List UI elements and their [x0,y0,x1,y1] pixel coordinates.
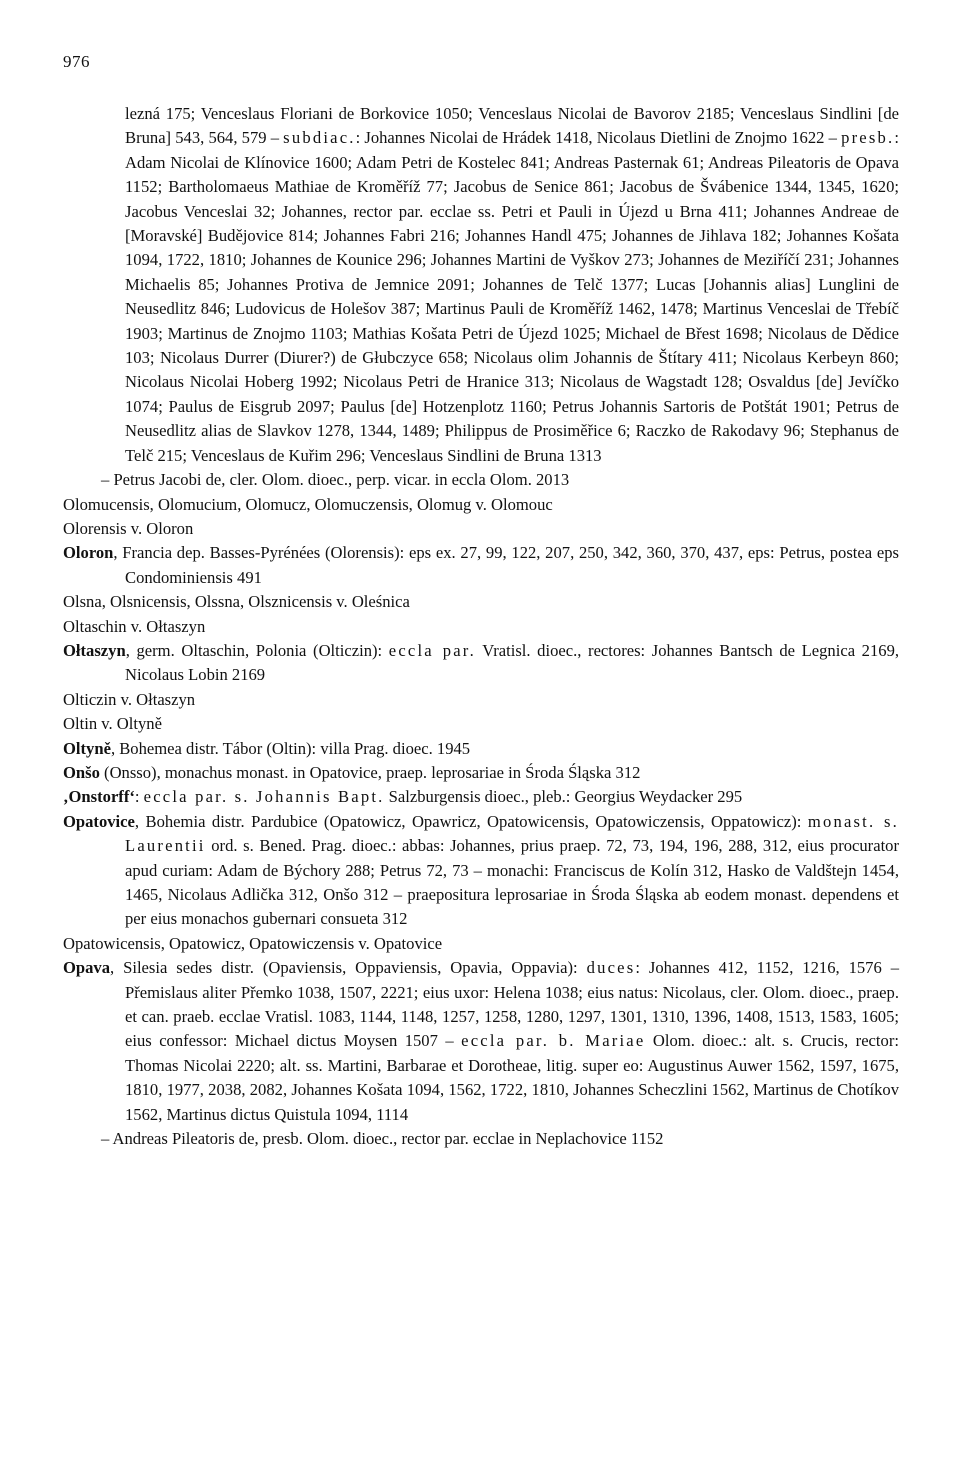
entry-text: (Onsso), monachus monast. in Opatovice, praep. leprosariae in Środa Śląska 312 [99,762,641,782]
entry-headword: ‚Onstorff‘ [63,787,135,807]
entry-text: : Johannes Nicolai de Hrádek 1418, Nicolaus Dietlini de Znojmo 1622 – [355,128,842,148]
spaced-term: eccla par. b. Mariae [461,1031,646,1051]
entry-text: Oltaschin v. Ołtaszyn [63,616,206,636]
entry-text: , Bohemia distr. Pardubice (Opatowicz, Opawricz, Opatowicensis, Opatowiczensis, Oppatowicz): [134,811,808,831]
index-entry [63,541,899,590]
page-number: 976 [63,52,90,71]
index-subentry [63,468,899,492]
entry-headword: Opatovice [63,811,135,831]
entry-text: , Bohemea distr. Tábor (Oltin): villa Prag. dioec. 1945 [110,738,471,758]
entry-text: , germ. Oltaschin, Polonia (Olticzin): [125,640,389,660]
spaced-term: subdiac. [283,128,356,148]
index-entry [63,688,899,712]
index-entry [63,932,899,956]
entry-text: , Francia dep. Basses-Pyrénées (Olorensis): eps ex. 27, 99, 122, 207, 250, 342, 360, 370, 437, eps: Petrus, postea eps Condominiensis 491 [113,543,899,587]
entry-text: Olorensis v. Oloron [63,518,194,538]
index-entry [63,639,899,688]
index-entry [63,493,899,517]
entry-text: Vratisl. dioec., rectores: Johannes Bantsch de Legnica 2169, Nicolaus Lobin 2169 [125,640,900,685]
entry-text: – Andreas Pileatoris de, presb. Olom. dioec., rector par. ecclae in Neplachovice 1152 [101,1129,664,1149]
index-entry [63,810,899,932]
index-subentry [63,1127,899,1151]
index-entry [63,712,899,736]
entry-text: Olomucensis, Olomucium, Olomucz, Olomuczensis, Olomug v. Olomouc [63,494,553,514]
index-entry [63,615,899,639]
entry-headword: Opava [63,958,111,978]
spaced-term: eccla par. s. Johannis Bapt. [143,787,385,807]
entry-text: Olticzin v. Ołtaszyn [63,689,196,709]
entry-text: lezná 175; Venceslaus Floriani de Borkovice 1050; Venceslaus Nicolai de Bavorov 2185; Venceslaus Sindlini [de Bruna] 543, 564, 579 – [125,104,899,148]
entry-text: Olsna, Olsnicensis, Olssna, Olsznicensis v. Oleśnica [63,592,410,612]
entry-headword: Oloron [63,543,114,563]
spaced-term: presb. [841,128,895,148]
index-entry [63,517,899,541]
index-entry [63,590,899,614]
index-entry [63,737,899,761]
entry-text: : [134,787,144,807]
entry-text: Oltin v. Oltyně [63,714,162,734]
index-entry-continuation [63,102,899,468]
entry-text: Olom. dioec.: alt. s. Crucis, rector: Thomas Nicolai 2220; alt. ss. Martini, Barbarae et Dorotheae, litig. super eo: Augustinus Auwer 1562, 1597, 1675, 1810, 1977, 2038, 2082, Johannes Košata 1094, 1562, 1722, 1810, Johannes Scheczlini 1562, Martinus de Chotíkov 1562, Martinus dictus Quistula 1094, 1114 [125,1031,899,1124]
spaced-term: duces [586,958,636,978]
entry-text: ord. s. Bened. Prag. dioec.: abbas: Johannes, prius praep. 72, 73, 194, 196, 288, 312, eius procurator apud curiam: Adam de Býchory 288; Petrus 72, 73 – monachi: Franciscus de Kolín 312, Hasko de Valdštejn 1454, 1465, Nicolaus Adlička 312, Onšo 312 – praepositura leprosariae in Środa Śląska ab eodem monast. dependens et per eius monachos gubernari consueta 312 [125,836,899,929]
index-entry [63,956,899,1127]
entry-text: : Johannes 412, 1152, 1216, 1576 – Přemislaus aliter Přemko 1038, 1507, 2221; eius uxor: Helena 1038; eius natus: Nicolaus, cler. Olom. dioec., praep. et can. praeb. ecclae Vratisl. 1083, 1144, 1148, 1257, 1258, 1280, 1297, 1301, 1310, 1396, 1408, 1513, 1583, 1605; eius confessor: Michael dictus Moysen 1507 – [125,958,899,1051]
spaced-term: eccla par. [388,640,476,660]
entry-headword: Oltyně [63,738,111,758]
spaced-term: monast. s. Laurentii [125,811,900,856]
entry-text: , Silesia sedes distr. (Opaviensis, Oppaviensis, Opavia, Oppavia): [110,958,587,978]
index-body [63,102,899,1151]
index-entry [63,761,899,785]
entry-text: Salzburgensis dioec., pleb.: Georgius Weydacker 295 [384,787,743,807]
index-entry [63,785,899,809]
entry-text: – Petrus Jacobi de, cler. Olom. dioec., perp. vicar. in eccla Olom. 2013 [101,470,570,490]
entry-headword: Onšo [63,762,100,782]
entry-text: Opatowicensis, Opatowicz, Opatowiczensis v. Opatovice [63,933,443,953]
entry-text: : Adam Nicolai de Klínovice 1600; Adam Petri de Kostelec 841; Andreas Pasternak 61; Andreas Pileatoris de Opava 1152; Bartholomaeus Mathiae de Kroměříž 77; Jacobus de Senice 861; Jacobus de Švábenice 1344, 1345, 1620; Jacobus Venceslai 32; Johannes, rector par. ecclae ss. Petri et Pauli in Újezd u Brna 411; Johannes Andreae de [Moravské] Budějovice 814; Johannes Fabri 216; Johannes Handl 475; Johannes de Jihlava 182; Johannes Košata 1094, 1722, 1810; Johannes de Kounice 296; Johannes Martini de Vyškov 273; Johannes de Meziříčí 231; Johannes Michaelis 85; Johannes Protiva de Jemnice 2091; Johannes de Telč 1377; Lucas [Johannis alias] Lunglini de Neusedlitz 846; Ludovicus de Holešov 387; Martinus Pauli de Kroměříž 1462, 1478; Martinus Venceslai de Třebíč 1903; Martinus de Znojmo 1103; Mathias Košata Petri de Újezd 1025; Michael de Břest 1698; Nicolaus de Dědice 103; Nicolaus Durrer (Diurer?) de Głubczyce 658; Nicolaus olim Johannis de Štítary 411; Nicolaus Kerbeyn 860; Nicolaus Nicolai Hoberg 1992; Nicolaus Petri de Hranice 313; Nicolaus de Wagstadt 128; Osvaldus [de] Jevíčko 1074; Paulus de Eisgrub 2097; Paulus [de] Hotzenplotz 1160; Petrus Johannis Sartoris de Potštát 1901; Petrus de Neusedlitz alias de Slavkov 1278, 1344, 1489; Philippus de Prosiměřice 6; Raczko de Rakodavy 96; Stephanus de Telč 215; Venceslaus de Kuřim 296; Venceslaus Sindlini de Bruna 1313 [125,128,899,465]
entry-headword: Ołtaszyn [63,640,126,660]
